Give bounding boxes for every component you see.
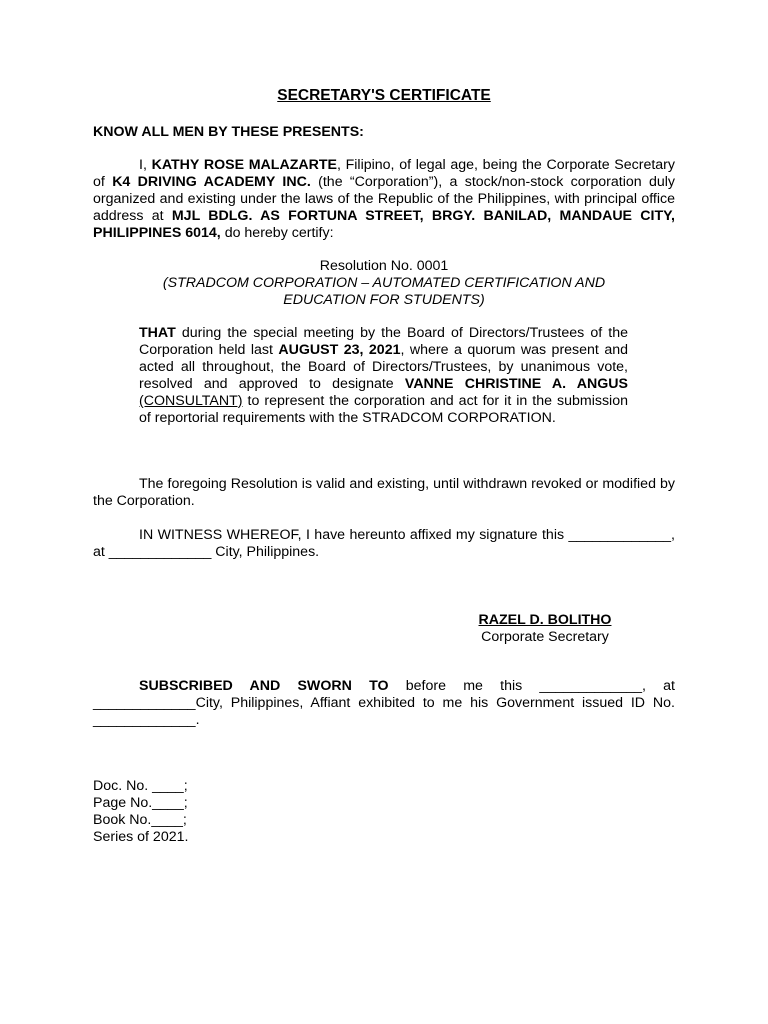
greeting: KNOW ALL MEN BY THESE PRESENTS:: [93, 124, 364, 140]
signatory-name: RAZEL D. BOLITHO: [478, 612, 612, 628]
meeting-date: AUGUST 23, 2021: [278, 342, 401, 358]
text-segment: before me this _____________, at _____________City, Philippines, Affiant exhibited to me his Government issued ID No. _____________.: [93, 678, 675, 728]
certification-paragraph: [93, 157, 675, 242]
signature-block: [445, 612, 645, 646]
text-segment: I,: [139, 157, 152, 173]
company-name: K4 DRIVING ACADEMY INC.: [112, 174, 311, 190]
notary-details: [93, 778, 188, 846]
doc-number: Doc. No. ____;: [93, 778, 188, 794]
series-year: Series of 2021.: [93, 829, 189, 845]
text-segment: (the “Corporation”), a stock/non-stock corporation duly organized and existing under the laws of the Republic of the Philippines, with principal office address at: [93, 174, 676, 224]
jurat-paragraph: [93, 678, 675, 729]
text-segment: , where a quorum was present and acted all throughout, the Board of Directors/Trustees, by unanimous vote, resolved and approved to designate: [139, 342, 628, 392]
foregoing-paragraph: [93, 476, 675, 510]
office-address: MJL BDLG. AS FORTUNA STREET, BRGY. BANILAD, MANDAUE CITY, PHILIPPINES 6014,: [93, 208, 675, 241]
text-segment: during the special meeting by the Board of Directors/Trustees of the Corporation held last: [139, 325, 628, 358]
witness-paragraph: [93, 527, 675, 561]
text-segment: to represent the corporation and act for it in the submission of reportorial requirements with the STRADCOM CORPORATION.: [139, 393, 628, 426]
page-number: Page No.____;: [93, 795, 188, 811]
text-segment: The foregoing Resolution is valid and existing, until withdrawn revoked or modified by the Corporation.: [93, 476, 675, 509]
resolution-title: (STRADCOM CORPORATION – AUTOMATED CERTIFICATION AND EDUCATION FOR STUDENTS): [162, 275, 606, 308]
text-segment: , Filipino, of legal age, being the Corporate Secretary of: [93, 157, 675, 190]
text-segment: do hereby certify:: [220, 225, 334, 241]
resolution-number: Resolution No. 0001: [319, 258, 449, 274]
secretary-name: KATHY ROSE MALAZARTE: [151, 157, 337, 173]
book-number: Book No.____;: [93, 812, 187, 828]
designee-role: (CONSULTANT): [139, 393, 243, 409]
designee-name: VANNE CHRISTINE A. ANGUS: [404, 376, 628, 392]
resolution-body: [139, 325, 628, 427]
text-segment: IN WITNESS WHEREOF, I have hereunto affixed my signature this _____________, at _____________ City, Philippines.: [93, 527, 675, 560]
signatory-title: Corporate Secretary: [481, 629, 609, 645]
that-lead: THAT: [139, 325, 176, 341]
document-title: SECRETARY'S CERTIFICATE: [277, 87, 491, 104]
jurat-lead: SUBSCRIBED AND SWORN TO: [139, 678, 389, 694]
